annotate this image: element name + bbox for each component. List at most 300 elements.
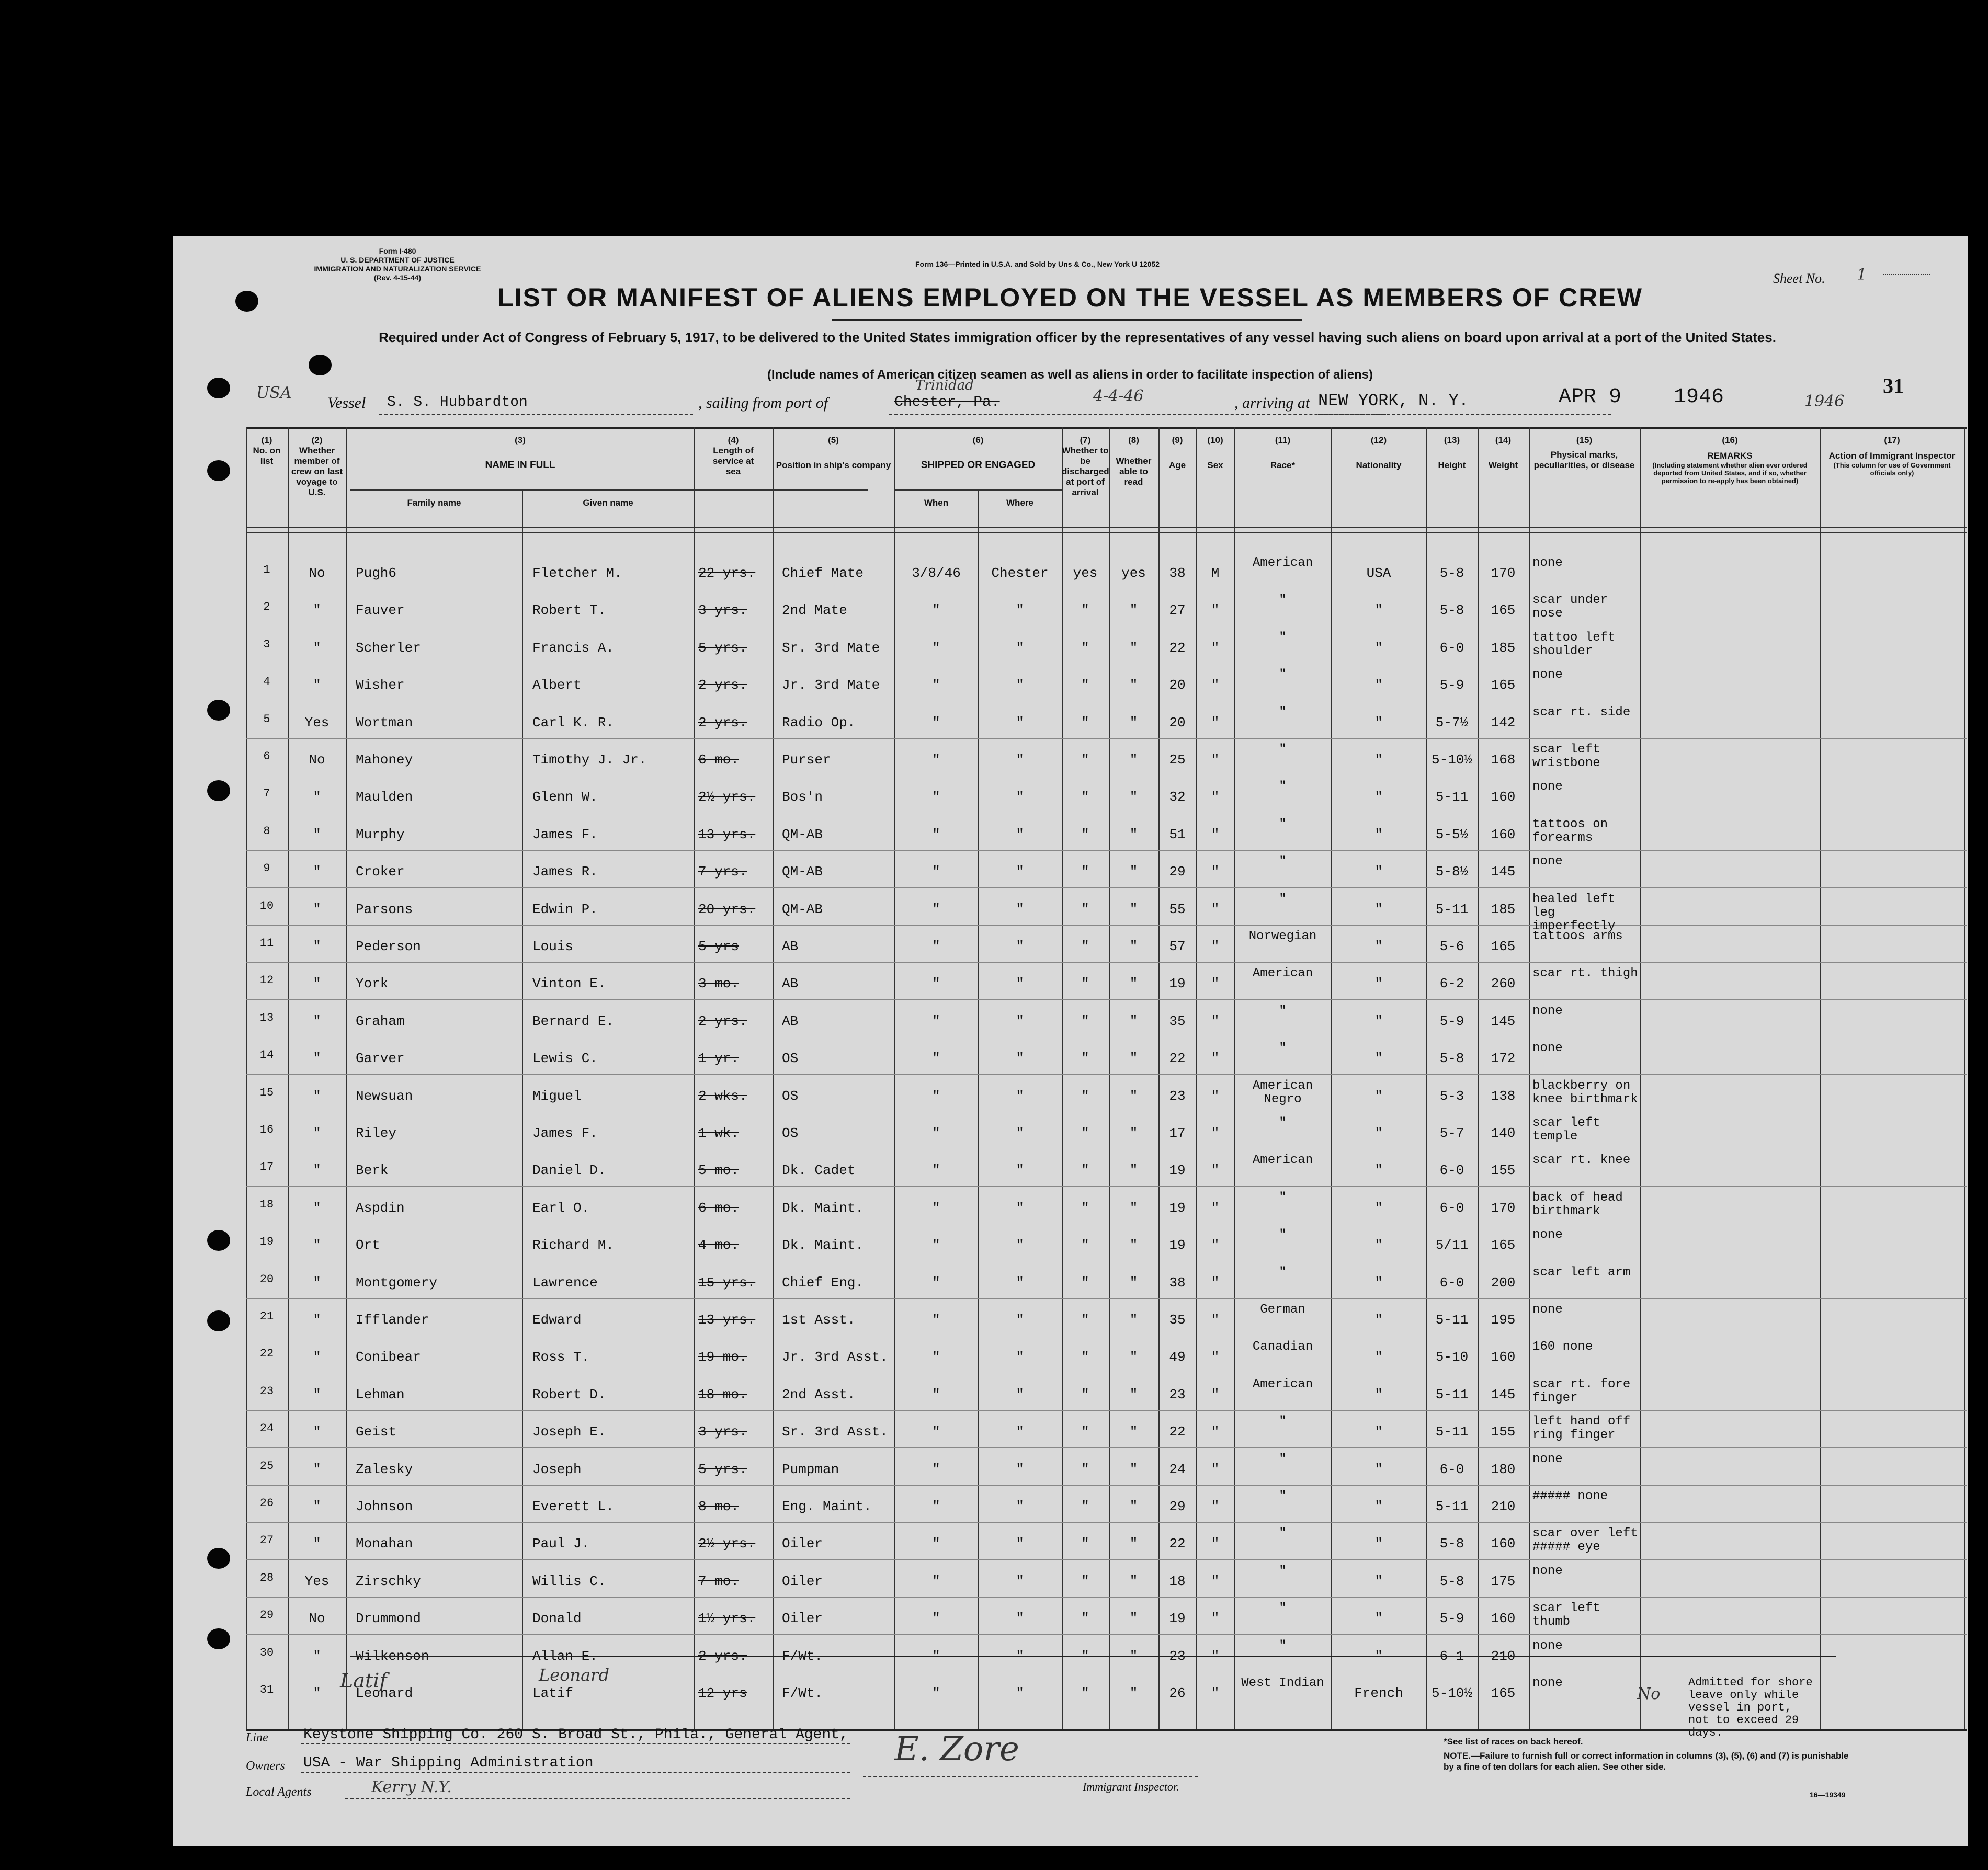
cell-length-of-service: 2 yrs. <box>698 1648 747 1664</box>
cell-race: American <box>1252 1153 1313 1168</box>
vessel-underline <box>379 414 693 415</box>
cell-last-voyage: " <box>313 1125 321 1141</box>
cell-family-name: Zalesky <box>356 1461 413 1477</box>
cell-given-name: Latif <box>532 1685 574 1701</box>
cell-shipped-when: " <box>932 677 940 693</box>
row-rule <box>246 1559 1967 1560</box>
cell-nationality: " <box>1374 714 1383 731</box>
cell-row-number: 21 <box>259 1310 274 1323</box>
cell-nationality: " <box>1374 1499 1383 1514</box>
row-rule <box>246 738 1967 739</box>
cell-able-to-read: " <box>1129 1648 1138 1664</box>
cell-family-name: Parsons <box>356 901 413 917</box>
cell-shipped-when: " <box>932 939 940 954</box>
row-rule <box>246 1074 1967 1075</box>
cell-sex: " <box>1211 1461 1220 1477</box>
cell-position: OS <box>782 1125 799 1141</box>
cell-nationality: " <box>1374 1237 1383 1253</box>
cell-able-to-read: " <box>1129 789 1138 805</box>
cell-position: QM-AB <box>782 901 823 917</box>
cell-physical-marks: scar left temple <box>1532 1116 1600 1144</box>
punch-hole <box>207 460 230 481</box>
cell-shipped-when: " <box>932 640 940 656</box>
cell-age: 29 <box>1169 864 1186 880</box>
arriving-port: NEW YORK, N. Y. <box>1318 391 1469 411</box>
cell-age: 19 <box>1169 1611 1186 1627</box>
sheet-dots <box>1883 274 1930 275</box>
cell-last-voyage: " <box>313 1237 321 1253</box>
table-top-rule <box>246 427 1967 429</box>
cell-height: 6-0 <box>1439 640 1464 656</box>
cell-nationality: " <box>1374 901 1383 917</box>
form-code: 16—19349 <box>1810 1791 1846 1799</box>
cell-weight: 138 <box>1491 1088 1516 1104</box>
cell-sex: " <box>1211 1125 1220 1141</box>
cell-to-be-discharged: " <box>1081 901 1089 917</box>
cell-given-name: Louis <box>532 939 574 954</box>
header-bottom-rule-2 <box>246 532 1967 533</box>
cell-physical-marks: tattoos arms <box>1532 929 1623 943</box>
cell-sex: " <box>1211 752 1220 768</box>
cell-physical-marks: none <box>1532 1303 1563 1317</box>
cell-height: 5-8 <box>1439 565 1464 581</box>
cell-able-to-read: yes <box>1121 565 1146 581</box>
cell-physical-marks: scar rt. knee <box>1532 1153 1631 1168</box>
cell-height: 5-11 <box>1435 1386 1469 1402</box>
cell-able-to-read: " <box>1129 1237 1138 1253</box>
cell-nationality: " <box>1374 752 1383 768</box>
cell-length-of-service: 1½ yrs. <box>698 1611 756 1627</box>
cell-height: 6-1 <box>1439 1648 1464 1664</box>
cell-length-of-service: 7 yrs. <box>698 864 747 880</box>
cell-shipped-where: " <box>1016 1461 1024 1477</box>
cell-given-name: Earl O. <box>532 1200 590 1216</box>
inspector-signature: E. Zore <box>894 1730 1019 1769</box>
cell-sex: " <box>1211 789 1220 805</box>
cell-to-be-discharged: " <box>1081 1685 1089 1701</box>
cell-weight: 168 <box>1491 752 1516 768</box>
cell-to-be-discharged: " <box>1081 1424 1089 1440</box>
cell-race: American <box>1252 966 1313 981</box>
cell-length-of-service: 5 yrs <box>698 939 740 954</box>
cell-row-number: 6 <box>263 750 270 763</box>
cell-shipped-where: " <box>1016 1499 1024 1514</box>
cell-shipped-when: " <box>932 1237 940 1253</box>
cell-shipped-where: " <box>1016 1162 1024 1179</box>
cell-length-of-service: 18 mo. <box>698 1386 747 1402</box>
cell-to-be-discharged: " <box>1081 1386 1089 1402</box>
cell-length-of-service: 12 yrs <box>698 1685 747 1701</box>
arriving-label: , arriving at <box>1234 394 1310 412</box>
cell-family-name: Croker <box>356 864 405 880</box>
sheet-number: 1 <box>1857 266 1867 284</box>
cell-position: Dk. Cadet <box>782 1162 856 1179</box>
year-handwritten: 1946 <box>1804 392 1845 411</box>
cell-sex: " <box>1211 1237 1220 1253</box>
cell-physical-marks: none <box>1532 780 1563 794</box>
cell-race: " <box>1279 1041 1287 1056</box>
cell-row-number: 13 <box>259 1011 274 1024</box>
cell-position: Sr. 3rd Asst. <box>782 1424 888 1440</box>
cell-family-name: Mahoney <box>356 752 413 768</box>
cell-height: 6-0 <box>1439 1461 1464 1477</box>
cell-shipped-where: " <box>1016 1013 1024 1029</box>
cell-family-name: Lehman <box>356 1386 405 1402</box>
cell-row-number: 7 <box>263 787 270 801</box>
cell-sex: M <box>1211 565 1220 581</box>
cell-able-to-read: " <box>1129 826 1138 842</box>
cell-physical-marks: none <box>1532 668 1563 682</box>
cell-position: 1st Asst. <box>782 1312 856 1328</box>
cell-to-be-discharged: " <box>1081 1274 1089 1291</box>
cell-sex: " <box>1211 901 1220 917</box>
cell-row-number: 2 <box>263 600 270 614</box>
cell-sex: " <box>1211 1349 1220 1365</box>
cell-race: American <box>1252 1377 1313 1392</box>
cell-given-name: Miguel <box>532 1088 582 1104</box>
cell-given-name: Robert T. <box>532 602 606 619</box>
cell-shipped-when: " <box>932 1499 940 1514</box>
cell-physical-marks: ##### none <box>1532 1489 1608 1503</box>
header-bottom-rule <box>246 527 1967 528</box>
cell-to-be-discharged: " <box>1081 939 1089 954</box>
cell-physical-marks: scar rt. thigh <box>1532 966 1638 981</box>
cell-age: 18 <box>1169 1573 1186 1589</box>
cell-position: 2nd Asst. <box>782 1386 856 1402</box>
title-rule <box>832 319 1302 321</box>
cell-age: 23 <box>1169 1648 1186 1664</box>
cell-sex: " <box>1211 1051 1220 1067</box>
cell-last-voyage: " <box>313 789 321 805</box>
cell-length-of-service: 3 mo. <box>698 976 740 992</box>
cell-age: 22 <box>1169 1051 1186 1067</box>
penalty-note: NOTE.—Failure to furnish full or correct information in columns (3), (5), (6) and (7) is punishable by a fine of ten dollars for each alien. See other side. <box>1444 1751 1849 1772</box>
cell-race: " <box>1279 1526 1287 1541</box>
cell-family-name: Riley <box>356 1125 397 1141</box>
cell-weight: 140 <box>1491 1125 1516 1141</box>
cell-nationality: " <box>1374 1461 1383 1477</box>
when-header: When <box>924 498 949 508</box>
cell-to-be-discharged: " <box>1081 602 1089 619</box>
cell-shipped-where: " <box>1016 1200 1024 1216</box>
cell-age: 19 <box>1169 1200 1186 1216</box>
cell-shipped-where: " <box>1016 752 1024 768</box>
cell-length-of-service: 5 yrs. <box>698 640 747 656</box>
cell-height: 5-11 <box>1435 789 1469 805</box>
cell-position: Oiler <box>782 1536 823 1552</box>
cell-family-name: Montgomery <box>356 1274 438 1291</box>
cell-family-name: Murphy <box>356 826 405 842</box>
cell-given-name: Fletcher M. <box>532 565 622 581</box>
cell-able-to-read: " <box>1129 752 1138 768</box>
cell-to-be-discharged: " <box>1081 789 1089 805</box>
cell-height: 6-0 <box>1439 1274 1464 1291</box>
cell-last-voyage: " <box>313 901 321 917</box>
cell-last-voyage: " <box>313 826 321 842</box>
cell-shipped-where: " <box>1016 1573 1024 1589</box>
row-rule <box>246 1522 1967 1523</box>
cell-weight: 175 <box>1491 1573 1516 1589</box>
cell-sex: " <box>1211 1200 1220 1216</box>
cell-to-be-discharged: " <box>1081 1611 1089 1627</box>
cell-race: " <box>1279 1601 1287 1616</box>
cell-sex: " <box>1211 1573 1220 1589</box>
cell-last-voyage: " <box>313 1051 321 1067</box>
cell-sex: " <box>1211 976 1220 992</box>
cell-physical-marks: healed left leg imperfectly <box>1532 892 1616 933</box>
cell-able-to-read: " <box>1129 1611 1138 1627</box>
row-rule <box>246 1597 1967 1598</box>
cell-family-name: Pugh6 <box>356 565 397 581</box>
cell-shipped-where: " <box>1016 1051 1024 1067</box>
cell-shipped-where: Chester <box>991 565 1049 581</box>
cell-shipped-when: " <box>932 1312 940 1328</box>
cell-length-of-service: 2 yrs. <box>698 1013 747 1029</box>
cell-race: " <box>1279 705 1287 720</box>
cell-nationality: " <box>1374 1386 1383 1402</box>
cell-age: 55 <box>1169 901 1186 917</box>
cell-last-voyage: " <box>313 677 321 693</box>
cell-shipped-where: " <box>1016 677 1024 693</box>
cell-to-be-discharged: yes <box>1073 565 1098 581</box>
cell-given-name: James F. <box>532 1125 598 1141</box>
cell-to-be-discharged: " <box>1081 976 1089 992</box>
cell-height: 5-7½ <box>1435 714 1469 731</box>
cell-shipped-when: " <box>932 1051 940 1067</box>
cell-height: 5-11 <box>1435 1424 1469 1440</box>
cell-race: " <box>1279 1452 1287 1466</box>
cell-given-name: Everett L. <box>532 1499 615 1514</box>
cell-weight: 260 <box>1491 976 1516 992</box>
cell-physical-marks: 160 none <box>1532 1340 1593 1354</box>
cell-given-name: Richard M. <box>532 1237 615 1253</box>
cell-race: Norwegian <box>1248 929 1317 943</box>
row31-given-handwritten: Leonard <box>539 1665 609 1685</box>
cell-able-to-read: " <box>1129 1013 1138 1029</box>
cell-row-number: 9 <box>263 862 270 875</box>
cell-weight: 180 <box>1491 1461 1516 1477</box>
cell-row-number: 24 <box>259 1422 274 1435</box>
cell-race: Canadian <box>1252 1340 1313 1354</box>
cell-remarks: Admitted for shore leave only while vessel in port, not to exceed 29 days. <box>1688 1676 1813 1739</box>
cell-race: American Negro <box>1252 1078 1313 1107</box>
cell-length-of-service: 13 yrs. <box>698 826 756 842</box>
manifest-title: LIST OR MANIFEST OF ALIENS EMPLOYED ON THE VESSEL AS MEMBERS OF CREW <box>497 283 1643 312</box>
cell-race: " <box>1279 892 1287 906</box>
cell-shipped-when: " <box>932 1088 940 1104</box>
cell-position: Jr. 3rd Asst. <box>782 1349 888 1365</box>
cell-family-name: Aspdin <box>356 1200 405 1216</box>
cell-last-voyage: " <box>313 1648 321 1664</box>
cell-last-voyage: " <box>313 939 321 954</box>
cell-weight: 210 <box>1491 1499 1516 1514</box>
cell-last-voyage: " <box>313 1499 321 1514</box>
cell-physical-marks: scar rt. fore finger <box>1532 1377 1631 1405</box>
col-4-header: (4) Length of service at sea <box>712 435 754 476</box>
local-agents-handwritten: Kerry N.Y. <box>371 1778 452 1796</box>
requirement-text: Required under Act of Congress of February 5, 1917, to be delivered to the United States immigration officer by the representatives of any vessel having such aliens on board upon arrival at a port of the United States. <box>379 329 1776 345</box>
cell-nationality: " <box>1374 1013 1383 1029</box>
cell-age: 22 <box>1169 1424 1186 1440</box>
cell-shipped-where: " <box>1016 714 1024 731</box>
cell-height: 5-10 <box>1435 1349 1469 1365</box>
cell-row-number: 31 <box>259 1683 274 1696</box>
owners: USA - War Shipping Administration <box>303 1755 594 1771</box>
cell-row-number: 30 <box>259 1646 274 1659</box>
cell-physical-marks: none <box>1532 556 1563 570</box>
cell-weight: 165 <box>1491 1237 1516 1253</box>
cell-shipped-when: 3/8/46 <box>912 565 961 581</box>
cell-shipped-when: " <box>932 1685 940 1701</box>
cell-physical-marks: left hand off ring finger <box>1532 1415 1631 1443</box>
cell-nationality: " <box>1374 1648 1383 1664</box>
cell-able-to-read: " <box>1129 714 1138 731</box>
cell-able-to-read: " <box>1129 677 1138 693</box>
cell-able-to-read: " <box>1129 1349 1138 1365</box>
cell-shipped-when: " <box>932 1386 940 1402</box>
cell-nationality: " <box>1374 1573 1383 1589</box>
cell-height: 5/11 <box>1435 1237 1469 1253</box>
cell-able-to-read: " <box>1129 1162 1138 1179</box>
signature-underline <box>863 1776 1198 1777</box>
cell-last-voyage: " <box>313 864 321 880</box>
cell-physical-marks: tattoos on forearms <box>1532 817 1608 845</box>
where-header: Where <box>1006 498 1033 508</box>
cell-weight: 145 <box>1491 1386 1516 1402</box>
cell-length-of-service: 1 yr. <box>698 1051 740 1067</box>
cell-physical-marks: none <box>1532 1004 1563 1018</box>
cell-shipped-when: " <box>932 826 940 842</box>
cell-height: 5-8 <box>1439 1536 1464 1552</box>
cell-shipped-where: " <box>1016 1125 1024 1141</box>
cell-row-number: 16 <box>259 1123 274 1136</box>
cell-height: 5-6 <box>1439 939 1464 954</box>
cell-length-of-service: 7 mo. <box>698 1573 740 1589</box>
cell-to-be-discharged: " <box>1081 826 1089 842</box>
cell-position: Pumpman <box>782 1461 839 1477</box>
col-13-header: (13) Height <box>1438 435 1466 470</box>
cell-height: 5-9 <box>1439 1013 1464 1029</box>
cell-shipped-when: " <box>932 864 940 880</box>
cell-given-name: Ross T. <box>532 1349 590 1365</box>
cell-able-to-read: " <box>1129 1051 1138 1067</box>
cell-family-name: Drummond <box>356 1611 421 1627</box>
cell-to-be-discharged: " <box>1081 1125 1089 1141</box>
cell-shipped-where: " <box>1016 864 1024 880</box>
cell-race: " <box>1279 743 1287 757</box>
cell-given-name: Carl K. R. <box>532 714 615 731</box>
cell-to-be-discharged: " <box>1081 1499 1089 1514</box>
cell-given-name: Joseph <box>532 1461 582 1477</box>
cell-row-number: 19 <box>259 1235 274 1249</box>
cell-weight: 145 <box>1491 864 1516 880</box>
cell-race: " <box>1279 780 1287 794</box>
cell-shipped-where: " <box>1016 976 1024 992</box>
cell-age: 35 <box>1169 1312 1186 1328</box>
cell-able-to-read: " <box>1129 864 1138 880</box>
cell-length-of-service: 4 mo. <box>698 1237 740 1253</box>
cell-shipped-when: " <box>932 1013 940 1029</box>
cell-shipped-when: " <box>932 1274 940 1291</box>
usa-handwritten: USA <box>256 384 292 402</box>
arriving-underline <box>1318 414 1611 415</box>
cell-shipped-when: " <box>932 752 940 768</box>
cell-age: 27 <box>1169 602 1186 619</box>
cell-nationality: " <box>1374 1088 1383 1104</box>
cell-age: 49 <box>1169 1349 1186 1365</box>
cell-height: 6-2 <box>1439 976 1464 992</box>
cell-shipped-when: " <box>932 1424 940 1440</box>
cell-race: " <box>1279 1004 1287 1018</box>
cell-nationality: " <box>1374 826 1383 842</box>
cell-given-name: Bernard E. <box>532 1013 615 1029</box>
cell-weight: 170 <box>1491 565 1516 581</box>
cell-able-to-read: " <box>1129 1274 1138 1291</box>
cell-given-name: Willis C. <box>532 1573 606 1589</box>
owners-label: Owners <box>246 1759 285 1773</box>
cell-shipped-when: " <box>932 1162 940 1179</box>
col-10-header: (10) Sex <box>1207 435 1223 470</box>
date-handwritten: 4-4-46 <box>1093 387 1144 405</box>
cell-able-to-read: " <box>1129 939 1138 954</box>
cell-age: 35 <box>1169 1013 1186 1029</box>
cell-physical-marks: none <box>1532 1041 1563 1056</box>
cell-length-of-service: 3 yrs. <box>698 1424 747 1440</box>
cell-physical-marks: scar left wristbone <box>1532 743 1600 770</box>
cell-race: American <box>1252 556 1313 570</box>
cell-row-number: 20 <box>259 1272 274 1286</box>
cell-shipped-where: " <box>1016 1685 1024 1701</box>
owners-underline <box>301 1772 850 1773</box>
cell-length-of-service: 1 wk. <box>698 1125 740 1141</box>
col-12-header: (12) Nationality <box>1356 435 1402 470</box>
row-strike-line <box>350 1656 1836 1657</box>
port-underline <box>889 414 1386 415</box>
cell-row-number: 18 <box>259 1198 274 1211</box>
cell-last-voyage: Yes <box>304 1573 330 1589</box>
cell-sex: " <box>1211 1162 1220 1179</box>
printer-line: Form 136—Printed in U.S.A. and Sold by Uns & Co., New York U 12052 <box>915 260 1160 268</box>
cell-age: 23 <box>1169 1088 1186 1104</box>
cell-able-to-read: " <box>1129 1461 1138 1477</box>
cell-position: Radio Op. <box>782 714 856 731</box>
punch-hole <box>207 780 230 801</box>
col-16-header: (16) REMARKS (Including statement whether alien ever ordered deported from United States, and if so, whether permission to re-apply has been obtained) <box>1652 435 1808 485</box>
cell-weight: 165 <box>1491 677 1516 693</box>
cell-given-name: Albert <box>532 677 582 693</box>
row-rule <box>246 1298 1967 1299</box>
cell-nationality: " <box>1374 789 1383 805</box>
cell-to-be-discharged: " <box>1081 1051 1089 1067</box>
cell-last-voyage: " <box>313 1536 321 1552</box>
cell-row-number: 25 <box>259 1459 274 1473</box>
cell-last-voyage: " <box>313 1386 321 1402</box>
cell-given-name: Daniel D. <box>532 1162 606 1179</box>
col-14-header: (14) Weight <box>1488 435 1518 470</box>
cell-physical-marks: scar left arm <box>1532 1265 1631 1280</box>
cell-shipped-when: " <box>932 789 940 805</box>
row-rule <box>246 1485 1967 1486</box>
cell-row-number: 28 <box>259 1571 274 1584</box>
cell-length-of-service: 6 mo. <box>698 752 740 768</box>
cell-height: 5-3 <box>1439 1088 1464 1104</box>
cell-height: 5-7 <box>1439 1125 1464 1141</box>
cell-to-be-discharged: " <box>1081 752 1089 768</box>
cell-family-name: Conibear <box>356 1349 421 1365</box>
cell-height: 5-9 <box>1439 677 1464 693</box>
cell-position: 2nd Mate <box>782 602 847 619</box>
cell-height: 5-9 <box>1439 1611 1464 1627</box>
